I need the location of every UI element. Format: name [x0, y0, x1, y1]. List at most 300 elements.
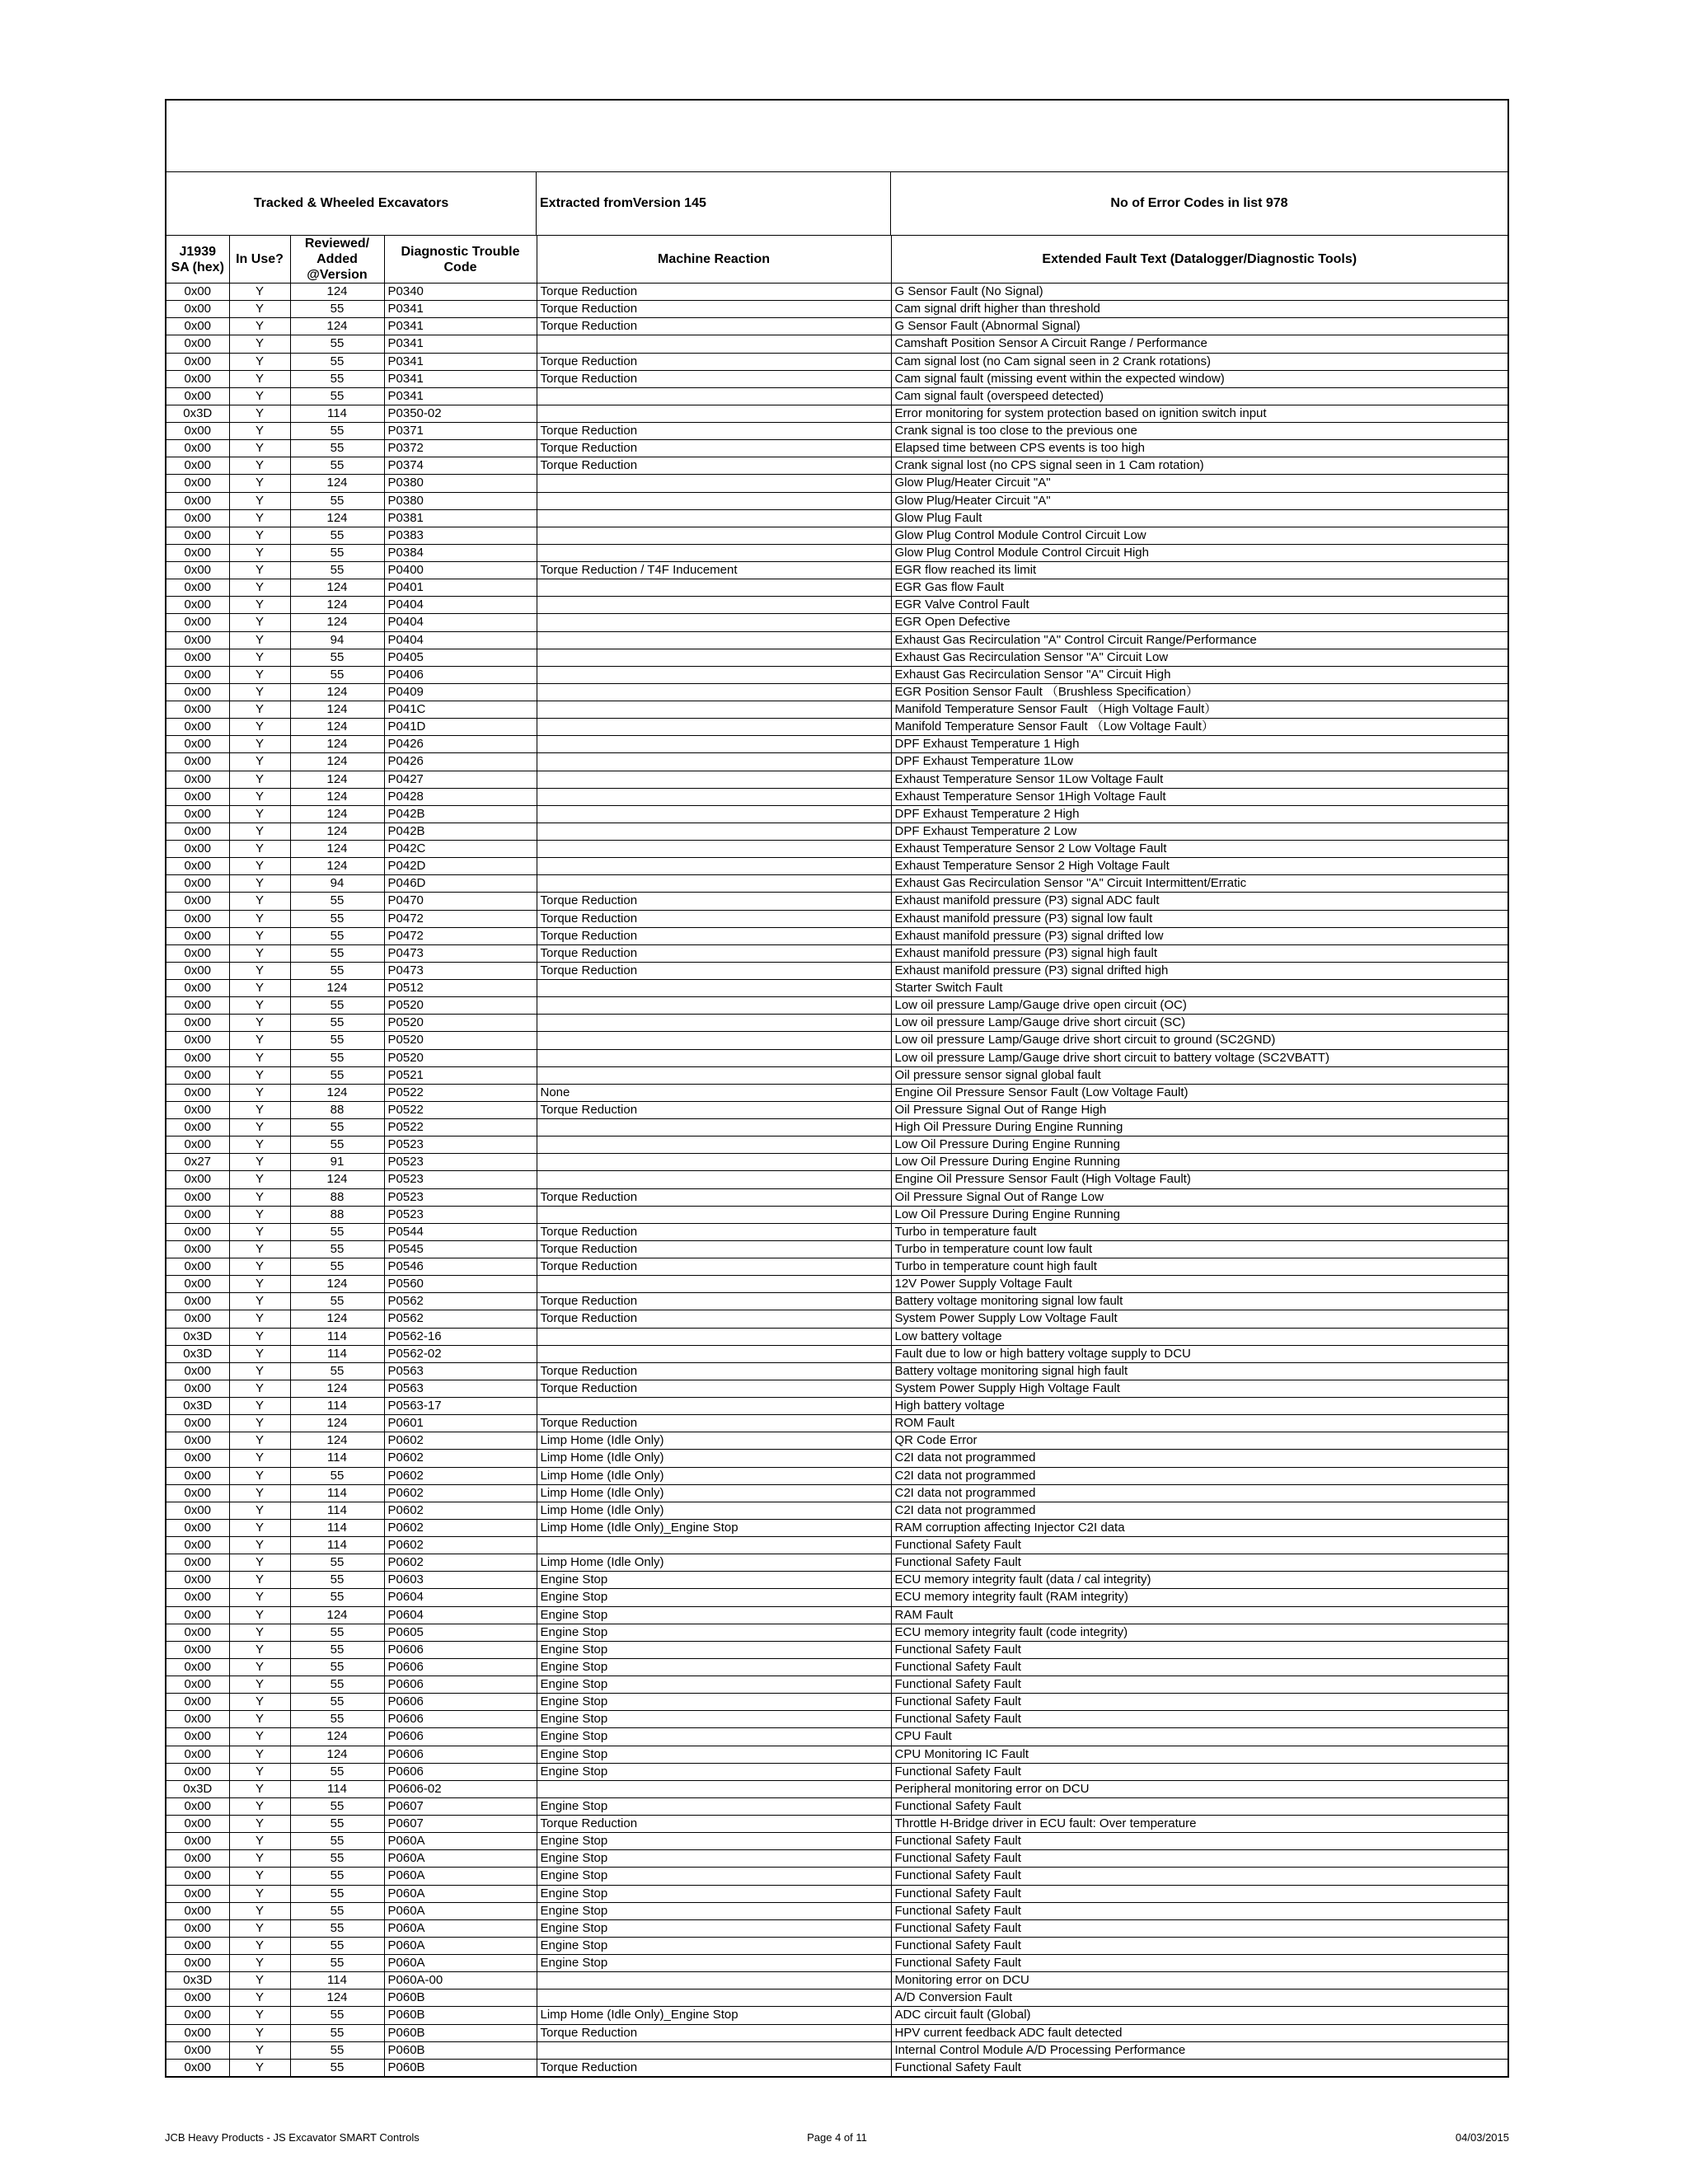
reviewed-cell: 124 [290, 858, 384, 875]
table-row [166, 1223, 1507, 1240]
dtc-cell: P0374 [384, 457, 537, 475]
machine-reaction-cell: Engine Stop [537, 1868, 891, 1885]
dtc-cell: P0604 [384, 1589, 537, 1606]
in-use-cell: Y [229, 1380, 290, 1397]
machine-reaction-cell: Engine Stop [537, 1572, 891, 1589]
machine-reaction-cell [537, 841, 891, 858]
fault-code-table [166, 236, 1507, 2076]
dtc-cell: P0381 [384, 509, 537, 527]
reviewed-cell: 55 [290, 1797, 384, 1815]
in-use-cell: Y [229, 1502, 290, 1519]
sa-cell: 0x00 [166, 910, 229, 927]
fault-text-cell: RAM Fault [891, 1606, 1507, 1624]
fault-text-cell: Cam signal lost (no Cam signal seen in 2 Crank rotations) [891, 353, 1507, 370]
in-use-cell: Y [229, 527, 290, 544]
machine-reaction-cell: Engine Stop [537, 1746, 891, 1763]
sa-cell: 0x3D [166, 1780, 229, 1797]
dtc-cell: P0563-17 [384, 1398, 537, 1415]
in-use-cell: Y [229, 457, 290, 475]
reviewed-cell: 114 [290, 1398, 384, 1415]
machine-reaction-cell: Engine Stop [537, 1797, 891, 1815]
table-row [166, 457, 1507, 475]
sa-cell: 0x00 [166, 509, 229, 527]
in-use-cell: Y [229, 1850, 290, 1868]
dtc-cell: P0562-02 [384, 1345, 537, 1362]
dtc-cell: P0341 [384, 301, 537, 318]
reviewed-cell: 55 [290, 1624, 384, 1641]
in-use-cell: Y [229, 771, 290, 788]
table-row [166, 1380, 1507, 1397]
reviewed-cell: 124 [290, 579, 384, 597]
sa-cell: 0x00 [166, 1380, 229, 1397]
dtc-cell: P0560 [384, 1276, 537, 1293]
in-use-cell: Y [229, 2007, 290, 2024]
reviewed-cell: 124 [290, 736, 384, 753]
in-use-cell: Y [229, 1537, 290, 1554]
reviewed-cell: 55 [290, 1955, 384, 1972]
sa-cell: 0x00 [166, 1310, 229, 1328]
reviewed-cell: 55 [290, 1240, 384, 1258]
fault-text-cell: Oil pressure sensor signal global fault [891, 1066, 1507, 1084]
fault-text-cell: G Sensor Fault (No Signal) [891, 284, 1507, 301]
sa-cell: 0x00 [166, 2041, 229, 2059]
machine-reaction-cell: Torque Reduction [537, 457, 891, 475]
reviewed-cell: 55 [290, 1572, 384, 1589]
dtc-cell: P0545 [384, 1240, 537, 1258]
in-use-cell: Y [229, 1589, 290, 1606]
fault-text-cell: Functional Safety Fault [891, 1885, 1507, 1902]
machine-reaction-cell: Torque Reduction [537, 440, 891, 457]
table-row [166, 1990, 1507, 2007]
table-row [166, 335, 1507, 353]
fault-text-cell: ECU memory integrity fault (RAM integrity) [891, 1589, 1507, 1606]
fault-text-cell: Functional Safety Fault [891, 1937, 1507, 1954]
fault-text-cell: Functional Safety Fault [891, 2059, 1507, 2076]
sa-cell: 0x00 [166, 1519, 229, 1536]
table-row [166, 927, 1507, 944]
machine-reaction-cell [537, 1780, 891, 1797]
dtc-cell: P0341 [384, 335, 537, 353]
dtc-cell: P0350-02 [384, 405, 537, 422]
fault-text-cell: Functional Safety Fault [891, 1797, 1507, 1815]
table-header-row [166, 236, 1507, 284]
reviewed-cell: 55 [290, 2041, 384, 2059]
in-use-cell: Y [229, 753, 290, 771]
table-row [166, 1328, 1507, 1345]
in-use-cell: Y [229, 492, 290, 509]
machine-reaction-cell: Torque Reduction [537, 962, 891, 979]
in-use-cell: Y [229, 1606, 290, 1624]
sa-cell: 0x00 [166, 1624, 229, 1641]
reviewed-cell: 55 [290, 1641, 384, 1658]
in-use-cell: Y [229, 1868, 290, 1885]
fault-text-cell: Functional Safety Fault [891, 1676, 1507, 1694]
fault-text-cell: CPU Monitoring IC Fault [891, 1746, 1507, 1763]
reviewed-cell: 55 [290, 893, 384, 910]
machine-reaction-cell: None [537, 1084, 891, 1101]
in-use-cell: Y [229, 1955, 290, 1972]
machine-reaction-cell [537, 579, 891, 597]
table-row [166, 1432, 1507, 1450]
table-row [166, 1502, 1507, 1519]
table-row [166, 980, 1507, 997]
in-use-cell: Y [229, 1171, 290, 1188]
table-row [166, 1589, 1507, 1606]
dtc-cell: P060A [384, 1868, 537, 1885]
reviewed-cell: 124 [290, 805, 384, 823]
machine-reaction-cell [537, 1049, 891, 1066]
in-use-cell: Y [229, 1746, 290, 1763]
machine-reaction-cell: Limp Home (Idle Only) [537, 1484, 891, 1502]
in-use-cell: Y [229, 1328, 290, 1345]
sa-cell: 0x00 [166, 492, 229, 509]
in-use-cell: Y [229, 1885, 290, 1902]
in-use-cell: Y [229, 475, 290, 492]
fault-text-cell: System Power Supply High Voltage Fault [891, 1380, 1507, 1397]
machine-reaction-cell [537, 1066, 891, 1084]
sa-cell: 0x00 [166, 1885, 229, 1902]
machine-reaction-cell [537, 1990, 891, 2007]
sa-cell: 0x00 [166, 1955, 229, 1972]
col-header-dtc: Diagnostic Trouble Code [384, 236, 537, 284]
extracted-version-label: Extracted fromVersion 145 [537, 172, 891, 235]
fault-text-cell: ADC circuit fault (Global) [891, 2007, 1507, 2024]
reviewed-cell: 55 [290, 2024, 384, 2041]
dtc-cell: P0602 [384, 1554, 537, 1572]
table-row [166, 1276, 1507, 1293]
table-row [166, 301, 1507, 318]
machine-reaction-cell: Limp Home (Idle Only) [537, 1467, 891, 1484]
table-row [166, 631, 1507, 649]
reviewed-cell: 55 [290, 353, 384, 370]
dtc-cell: P0426 [384, 736, 537, 753]
fault-text-cell: Turbo in temperature fault [891, 1223, 1507, 1240]
table-row [166, 1484, 1507, 1502]
fault-text-cell: Functional Safety Fault [891, 1919, 1507, 1937]
sa-cell: 0x00 [166, 1868, 229, 1885]
dtc-cell: P0606-02 [384, 1780, 537, 1797]
dtc-cell: P0404 [384, 597, 537, 614]
machine-reaction-cell [537, 544, 891, 561]
machine-reaction-cell [537, 805, 891, 823]
dtc-cell: P0562 [384, 1310, 537, 1328]
table-row [166, 440, 1507, 457]
table-row [166, 2041, 1507, 2059]
in-use-cell: Y [229, 1206, 290, 1223]
machine-reaction-cell [537, 1398, 891, 1415]
table-row [166, 1015, 1507, 1032]
reviewed-cell: 114 [290, 1328, 384, 1345]
reviewed-cell: 124 [290, 771, 384, 788]
in-use-cell: Y [229, 353, 290, 370]
reviewed-cell: 55 [290, 562, 384, 579]
fault-code-sheet [165, 99, 1509, 2078]
fault-text-cell: Manifold Temperature Sensor Fault （Low Voltage Fault） [891, 719, 1507, 736]
in-use-cell: Y [229, 1641, 290, 1658]
dtc-cell: P0606 [384, 1694, 537, 1711]
in-use-cell: Y [229, 579, 290, 597]
table-row [166, 405, 1507, 422]
sa-cell: 0x00 [166, 1206, 229, 1223]
dtc-cell: P0523 [384, 1206, 537, 1223]
dtc-cell: P0607 [384, 1797, 537, 1815]
table-row [166, 719, 1507, 736]
dtc-cell: P0563 [384, 1380, 537, 1397]
sa-cell: 0x00 [166, 1362, 229, 1380]
dtc-cell: P0409 [384, 683, 537, 701]
fault-text-cell: Low Oil Pressure During Engine Running [891, 1154, 1507, 1171]
machine-reaction-cell [537, 1328, 891, 1345]
table-row [166, 736, 1507, 753]
machine-reaction-cell: Engine Stop [537, 1589, 891, 1606]
reviewed-cell: 124 [290, 1990, 384, 2007]
fault-text-cell: Low oil pressure Lamp/Gauge drive short circuit (SC) [891, 1015, 1507, 1032]
dtc-cell: P0428 [384, 788, 537, 805]
reviewed-cell: 55 [290, 1223, 384, 1240]
table-row [166, 423, 1507, 440]
in-use-cell: Y [229, 509, 290, 527]
reviewed-cell: 55 [290, 1676, 384, 1694]
dtc-cell: P0341 [384, 353, 537, 370]
machine-reaction-cell [537, 1537, 891, 1554]
fault-text-cell: Exhaust Gas Recirculation Sensor "A" Circuit Low [891, 649, 1507, 666]
reviewed-cell: 124 [290, 1606, 384, 1624]
table-row [166, 858, 1507, 875]
sa-cell: 0x00 [166, 1084, 229, 1101]
table-row [166, 370, 1507, 387]
header-blank-band [166, 101, 1507, 172]
fault-text-cell: High Oil Pressure During Engine Running [891, 1119, 1507, 1137]
sa-cell: 0x00 [166, 2059, 229, 2076]
sa-cell: 0x00 [166, 1484, 229, 1502]
sa-cell: 0x00 [166, 1032, 229, 1049]
fault-text-cell: Functional Safety Fault [891, 1658, 1507, 1675]
reviewed-cell: 55 [290, 1589, 384, 1606]
in-use-cell: Y [229, 562, 290, 579]
in-use-cell: Y [229, 1624, 290, 1641]
in-use-cell: Y [229, 1467, 290, 1484]
machine-reaction-cell [537, 666, 891, 683]
dtc-cell: P0520 [384, 1032, 537, 1049]
dtc-cell: P042B [384, 823, 537, 840]
reviewed-cell: 124 [290, 1171, 384, 1188]
in-use-cell: Y [229, 1919, 290, 1937]
reviewed-cell: 55 [290, 1694, 384, 1711]
table-row [166, 753, 1507, 771]
machine-reaction-cell: Engine Stop [537, 1937, 891, 1954]
sa-cell: 0x00 [166, 318, 229, 335]
dtc-cell: P0602 [384, 1432, 537, 1450]
sa-cell: 0x00 [166, 475, 229, 492]
table-row [166, 1537, 1507, 1554]
machine-reaction-cell: Limp Home (Idle Only)_Engine Stop [537, 2007, 891, 2024]
sa-cell: 0x00 [166, 387, 229, 405]
table-row [166, 1240, 1507, 1258]
col-header-extended-fault-text: Extended Fault Text (Datalogger/Diagnostic Tools) [891, 236, 1507, 284]
sa-cell: 0x00 [166, 1763, 229, 1780]
fault-text-cell: QR Code Error [891, 1432, 1507, 1450]
table-row [166, 1554, 1507, 1572]
in-use-cell: Y [229, 1833, 290, 1850]
reviewed-cell: 124 [290, 614, 384, 631]
sa-cell: 0x00 [166, 1606, 229, 1624]
sa-cell: 0x00 [166, 649, 229, 666]
fault-text-cell: DPF Exhaust Temperature 1Low [891, 753, 1507, 771]
reviewed-cell: 114 [290, 1780, 384, 1797]
in-use-cell: Y [229, 1119, 290, 1137]
sa-cell: 0x00 [166, 1728, 229, 1746]
fault-text-cell: Elapsed time between CPS events is too high [891, 440, 1507, 457]
dtc-cell: P060A-00 [384, 1972, 537, 1990]
table-row [166, 1572, 1507, 1589]
dtc-cell: P0602 [384, 1502, 537, 1519]
fault-text-cell: ECU memory integrity fault (data / cal integrity) [891, 1572, 1507, 1589]
sa-cell: 0x00 [166, 1694, 229, 1711]
dtc-cell: P0606 [384, 1746, 537, 1763]
sa-cell: 0x00 [166, 1589, 229, 1606]
dtc-cell: P0601 [384, 1415, 537, 1432]
fault-text-cell: ECU memory integrity fault (code integrity) [891, 1624, 1507, 1641]
sa-cell: 0x00 [166, 353, 229, 370]
machine-reaction-cell: Limp Home (Idle Only) [537, 1450, 891, 1467]
sa-cell: 0x00 [166, 1015, 229, 1032]
fault-text-cell: Oil Pressure Signal Out of Range High [891, 1101, 1507, 1118]
fault-text-cell: Engine Oil Pressure Sensor Fault (High Voltage Fault) [891, 1171, 1507, 1188]
table-row [166, 1694, 1507, 1711]
table-row [166, 910, 1507, 927]
table-row [166, 788, 1507, 805]
reviewed-cell: 55 [290, 1554, 384, 1572]
sa-cell: 0x00 [166, 301, 229, 318]
sa-cell: 0x00 [166, 544, 229, 561]
machine-reaction-cell [537, 701, 891, 719]
machine-reaction-cell [537, 492, 891, 509]
fault-text-cell: Battery voltage monitoring signal low fault [891, 1293, 1507, 1310]
in-use-cell: Y [229, 805, 290, 823]
dtc-cell: P0522 [384, 1119, 537, 1137]
reviewed-cell: 55 [290, 1032, 384, 1049]
machine-reaction-cell [537, 1154, 891, 1171]
sa-cell: 0x00 [166, 858, 229, 875]
in-use-cell: Y [229, 1658, 290, 1675]
reviewed-cell: 55 [290, 1850, 384, 1868]
in-use-cell: Y [229, 1188, 290, 1206]
reviewed-cell: 124 [290, 509, 384, 527]
fault-text-cell: Functional Safety Fault [891, 1902, 1507, 1919]
machine-reaction-cell: Torque Reduction [537, 1293, 891, 1310]
machine-reaction-cell: Torque Reduction [537, 927, 891, 944]
reviewed-cell: 88 [290, 1188, 384, 1206]
table-row [166, 1206, 1507, 1223]
table-row [166, 1188, 1507, 1206]
machine-reaction-cell [537, 1972, 891, 1990]
fault-text-cell: Low Oil Pressure During Engine Running [891, 1137, 1507, 1154]
reviewed-cell: 94 [290, 875, 384, 893]
machine-group-label: Tracked & Wheeled Excavators [166, 172, 537, 235]
in-use-cell: Y [229, 701, 290, 719]
sa-cell: 0x00 [166, 736, 229, 753]
reviewed-cell: 124 [290, 701, 384, 719]
machine-reaction-cell: Torque Reduction [537, 1380, 891, 1397]
machine-reaction-cell: Torque Reduction [537, 353, 891, 370]
in-use-cell: Y [229, 440, 290, 457]
machine-reaction-cell: Torque Reduction [537, 2024, 891, 2041]
in-use-cell: Y [229, 370, 290, 387]
reviewed-cell: 114 [290, 1519, 384, 1536]
sa-cell: 0x00 [166, 1432, 229, 1450]
reviewed-cell: 124 [290, 683, 384, 701]
sa-cell: 0x00 [166, 875, 229, 893]
sa-cell: 0x00 [166, 2024, 229, 2041]
machine-reaction-cell: Torque Reduction [537, 944, 891, 962]
fault-text-cell: Cam signal fault (overspeed detected) [891, 387, 1507, 405]
machine-reaction-cell: Torque Reduction [537, 301, 891, 318]
sa-cell: 0x00 [166, 579, 229, 597]
reviewed-cell: 91 [290, 1154, 384, 1171]
machine-reaction-cell: Engine Stop [537, 1955, 891, 1972]
table-row [166, 841, 1507, 858]
fault-text-cell: System Power Supply Low Voltage Fault [891, 1310, 1507, 1328]
sa-cell: 0x27 [166, 1154, 229, 1171]
machine-reaction-cell [537, 1137, 891, 1154]
fault-text-cell: Low oil pressure Lamp/Gauge drive short circuit to battery voltage (SC2VBATT) [891, 1049, 1507, 1066]
in-use-cell: Y [229, 1432, 290, 1450]
fault-text-cell: Glow Plug Control Module Control Circuit High [891, 544, 1507, 561]
table-row [166, 597, 1507, 614]
in-use-cell: Y [229, 614, 290, 631]
fault-text-cell: Functional Safety Fault [891, 1850, 1507, 1868]
machine-reaction-cell [537, 788, 891, 805]
dtc-cell: P0473 [384, 944, 537, 962]
fault-text-cell: Exhaust Temperature Sensor 2 High Voltage Fault [891, 858, 1507, 875]
sa-cell: 0x00 [166, 2007, 229, 2024]
footer-document-title: JCB Heavy Products - JS Excavator SMART Controls [165, 2131, 420, 2144]
sa-cell: 0x00 [166, 1990, 229, 2007]
fault-text-cell: Camshaft Position Sensor A Circuit Range / Performance [891, 335, 1507, 353]
reviewed-cell: 55 [290, 423, 384, 440]
dtc-cell: P0405 [384, 649, 537, 666]
reviewed-cell: 55 [290, 387, 384, 405]
table-row [166, 1816, 1507, 1833]
table-row [166, 1258, 1507, 1276]
in-use-cell: Y [229, 284, 290, 301]
dtc-cell: P0520 [384, 1015, 537, 1032]
in-use-cell: Y [229, 1066, 290, 1084]
in-use-cell: Y [229, 980, 290, 997]
reviewed-cell: 55 [290, 1119, 384, 1137]
in-use-cell: Y [229, 1240, 290, 1258]
sa-cell: 0x3D [166, 1972, 229, 1990]
machine-reaction-cell [537, 597, 891, 614]
machine-reaction-cell: Torque Reduction [537, 1310, 891, 1328]
machine-reaction-cell: Torque Reduction [537, 284, 891, 301]
sa-cell: 0x00 [166, 683, 229, 701]
machine-reaction-cell: Torque Reduction [537, 1188, 891, 1206]
sa-cell: 0x3D [166, 405, 229, 422]
in-use-cell: Y [229, 1310, 290, 1328]
machine-reaction-cell: Engine Stop [537, 1624, 891, 1641]
in-use-cell: Y [229, 1398, 290, 1415]
reviewed-cell: 55 [290, 1868, 384, 1885]
reviewed-cell: 94 [290, 631, 384, 649]
dtc-cell: P0606 [384, 1711, 537, 1728]
dtc-cell: P0472 [384, 910, 537, 927]
dtc-cell: P041C [384, 701, 537, 719]
fault-text-cell: Cam signal drift higher than threshold [891, 301, 1507, 318]
dtc-cell: P0602 [384, 1467, 537, 1484]
fault-text-cell: Throttle H-Bridge driver in ECU fault: Over temperature [891, 1816, 1507, 1833]
fault-text-cell: Low oil pressure Lamp/Gauge drive short circuit to ground (SC2GND) [891, 1032, 1507, 1049]
